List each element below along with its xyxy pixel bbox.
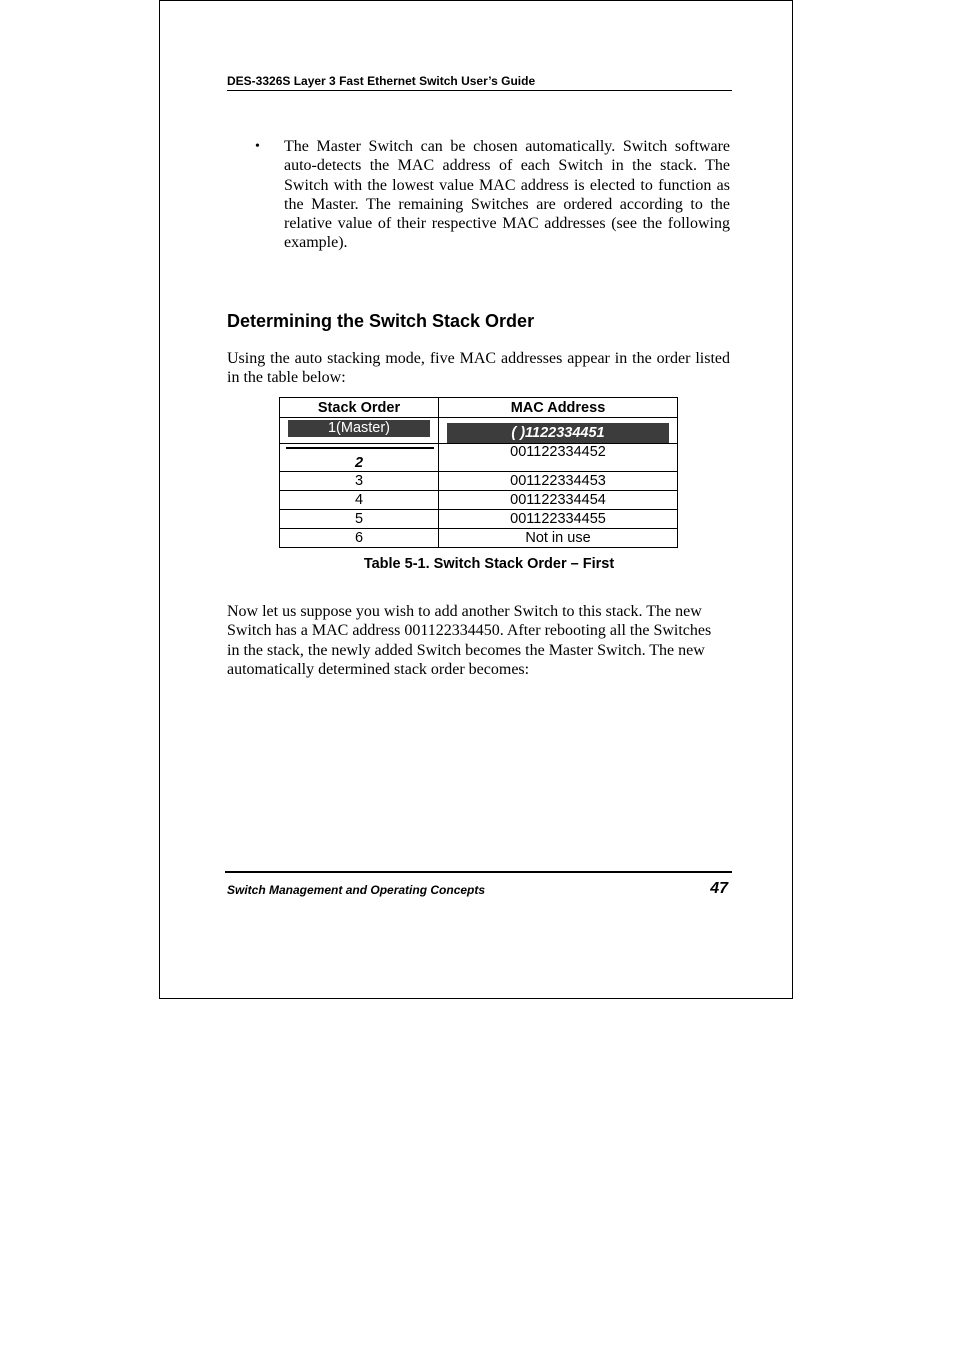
stack-order-cell: 6 [280, 529, 439, 548]
stack-order-cell [280, 444, 439, 472]
column-header-stack-order: Stack Order [280, 398, 439, 418]
table-row [280, 529, 678, 548]
running-footer [225, 871, 732, 897]
mac-address-cell: 001122334452 [439, 444, 678, 472]
column-header-mac-address: MAC Address [439, 398, 678, 418]
stack-order-cell: 5 [280, 510, 439, 529]
mac-address-cell [439, 418, 678, 444]
highlighted-order: 1(Master) [288, 420, 430, 437]
bullet-icon: • [255, 139, 260, 154]
divider [286, 447, 434, 449]
intro-paragraph: Using the auto stacking mode, five MAC addresses appear in the order listed in the table below: [227, 350, 730, 387]
highlighted-mac: ( )1122334451 [447, 423, 669, 443]
stack-order-cell: 3 [280, 472, 439, 491]
table-row [280, 491, 678, 510]
footer-section-title: Switch Management and Operating Concepts [227, 883, 486, 897]
mac-address-cell: 001122334453 [439, 472, 678, 491]
page-number: 47 [710, 880, 728, 897]
order-value: 2 [354, 455, 364, 471]
stack-order-cell [280, 418, 439, 444]
table-row [280, 444, 678, 472]
stack-order-cell: 4 [280, 491, 439, 510]
table-row [280, 472, 678, 491]
table-caption: Table 5-1. Switch Stack Order – First [363, 556, 615, 572]
table-row [280, 418, 678, 444]
bullet-text: The Master Switch can be chosen automatically. Switch software auto-detects the MAC address of each Switch in the stack. The Switch with the lowest value MAC address is elected to function as the Master. The remaining Switches are ordered according to the relative value of their respective MAC addresses (see the following example). [284, 138, 730, 252]
section-heading: Determining the Switch Stack Order [227, 311, 535, 331]
body-paragraph: Now let us suppose you wish to add another Switch to this stack. The new Switch has a MAC address 001122334450. After rebooting all the Switches in the stack, the newly added Switch becomes the Master Switch. The new automatically determined stack order becomes: [227, 603, 712, 678]
running-header: DES-3326S Layer 3 Fast Ethernet Switch User’s Guide [227, 74, 732, 91]
stack-order-table [279, 397, 678, 548]
table-header-row [280, 398, 678, 418]
table-row [280, 510, 678, 529]
mac-address-cell: Not in use [439, 529, 678, 548]
mac-address-cell: 001122334454 [439, 491, 678, 510]
mac-address-cell: 001122334455 [439, 510, 678, 529]
